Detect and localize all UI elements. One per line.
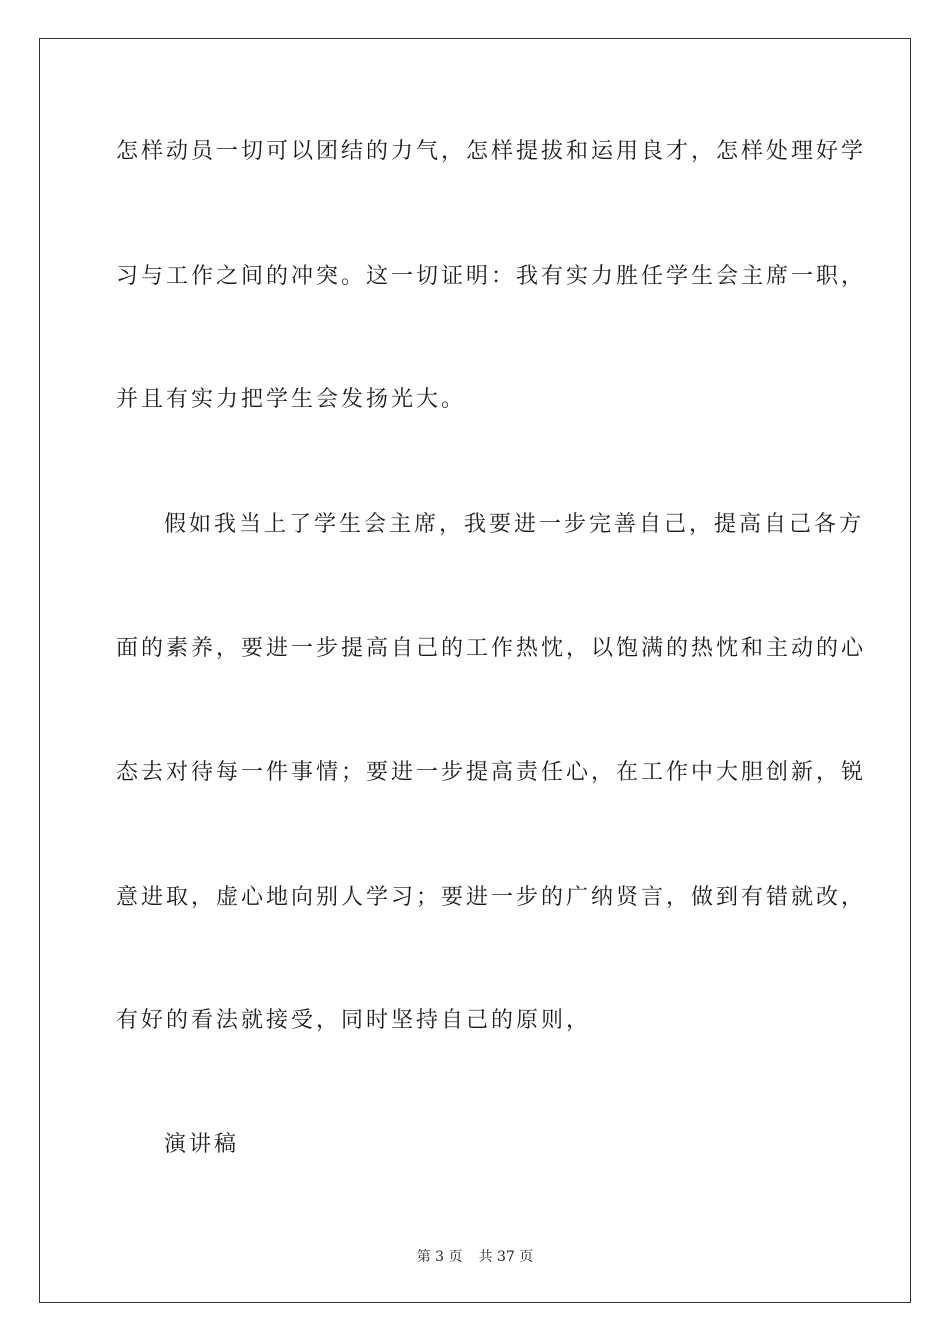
body-text-line: 面的素养，要进一步提高自己的工作热忱，以饱满的热忱和主动的心 bbox=[116, 636, 867, 661]
body-text-line: 习与工作之间的冲突。这一切证明：我有实力胜任学生会主席一职， bbox=[116, 264, 867, 289]
body-text-line: 态去对待每一件事情；要进一步提高责任心，在工作中大胆创新，锐 bbox=[116, 760, 867, 785]
page-border bbox=[39, 38, 911, 1303]
body-text-line: 怎样动员一切可以团结的力气，怎样提拔和运用良才，怎样处理好学 bbox=[116, 139, 867, 164]
page-total: 共 37 页 bbox=[478, 1249, 534, 1265]
body-text-line: 并且有实力把学生会发扬光大。 bbox=[116, 387, 467, 412]
body-text-line: 意进取，虚心地向别人学习；要进一步的广纳贤言，做到有错就改， bbox=[116, 885, 867, 910]
paragraph-first-line: 假如我当上了学生会主席，我要进一步完善自己，提高自己各方 bbox=[164, 512, 865, 537]
page-number: 第 3 页 bbox=[416, 1249, 463, 1265]
page-footer bbox=[0, 1247, 950, 1267]
body-text-line: 有好的看法就接受，同时坚持自己的原则， bbox=[116, 1008, 592, 1033]
section-heading: 演讲稿 bbox=[164, 1132, 240, 1157]
